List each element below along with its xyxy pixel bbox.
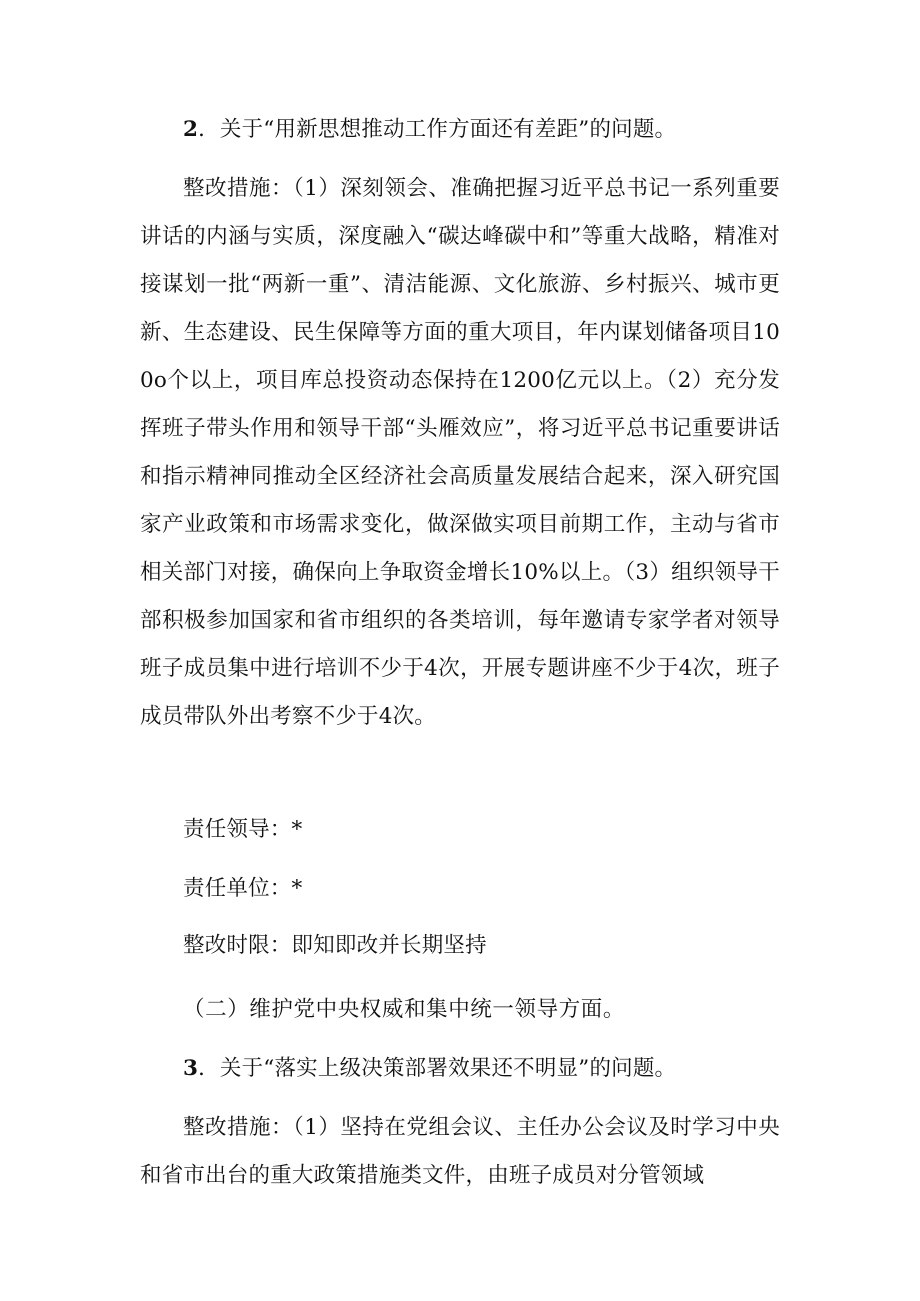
item-2-number: 2 <box>183 117 199 142</box>
responsible-unit-line: 责任单位：* <box>183 876 303 901</box>
item-2-heading <box>183 106 783 154</box>
item-3-heading <box>183 1045 783 1093</box>
item-3-title: ．关于“落实上级决策部署效果还不明显”的问题。 <box>198 1056 677 1081</box>
responsible-leader-line: 责任领导：* <box>183 817 303 842</box>
item-2-measures-paragraph: 整改措施：（1）深刻领会、准确把握习近平总书记一系列重要讲话的内涵与实质，深度融入“碳达峰碳中和”等重大战略，精准对接谋划一批“两新一重”、清洁能源、文化旅游、乡村振兴、城市更新、生态建设、民生保障等方面的重大项目，年内谋划储备项目100o个以上，项目库总投资动态保持在1200亿元以上。（2）充分发挥班子带头作用和领导干部“头雁效应”，将习近平总书记重要讲话和指示精神同推动全区经济社会高质量发展结合起来，深入研究国家产业政策和市场需求变化，做深做实项目前期工作，主动与省市相关部门对接，确保向上争取资金增长10%以上。（3）组织领导干部积极参加国家和省市组织的各类培训，每年邀请专家学者对领导班子成员集中进行培训不少于4次，开展专题讲座不少于4次，班子成员带队外出考察不少于4次。 <box>140 176 780 729</box>
item-3-number: 3 <box>183 1056 199 1081</box>
deadline-line: 整改时限：即知即改并长期坚持 <box>183 933 487 958</box>
section-2-title: （二）维护党中央权威和集中统一领导方面。 <box>183 997 626 1022</box>
item-3-measures-paragraph: 整改措施：（1）坚持在党组会议、主任办公会议及时学习中央和省市出台的重大政策措施类文件，由班子成员对分管领域 <box>140 1115 780 1188</box>
item-2-title: ．关于“用新思想推动工作方面还有差距”的问题。 <box>198 117 677 142</box>
